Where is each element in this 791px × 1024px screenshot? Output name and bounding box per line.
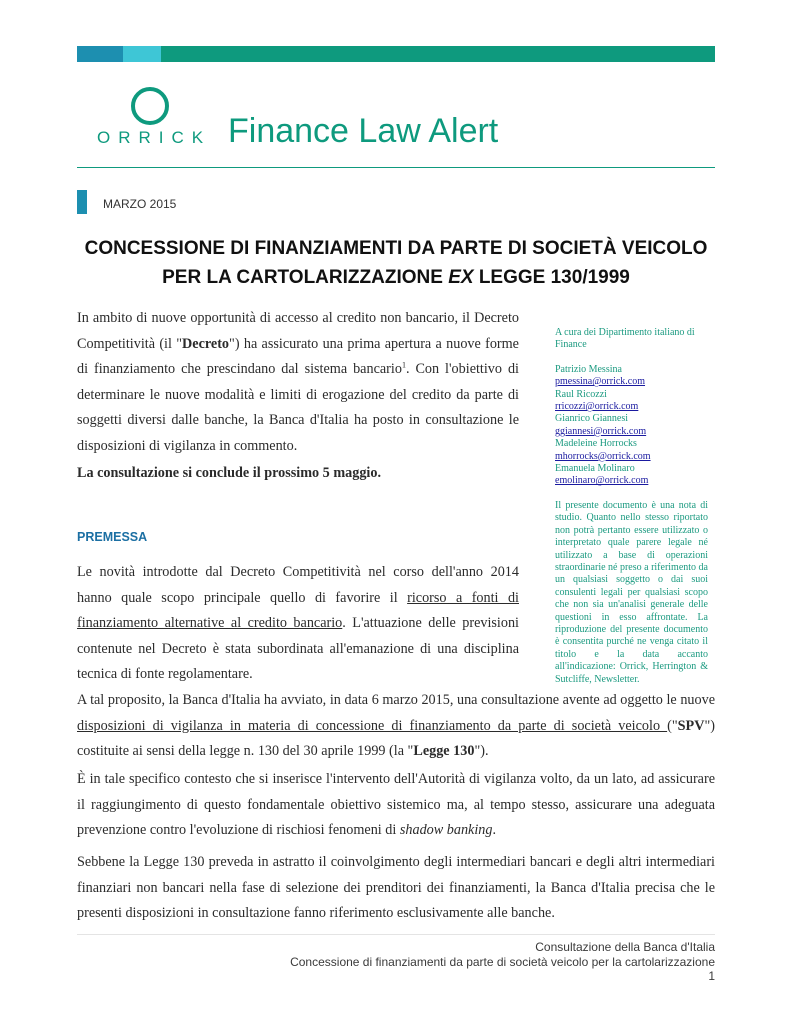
premessa-p2-underline: disposizioni di vigilanza in materia di concessione di finanziamento da parte di società veicolo — [77, 717, 668, 734]
document-title-line2-pre: PER LA CARTOLARIZZAZIONE — [162, 267, 449, 288]
sidebar-spacer — [555, 352, 708, 364]
contact-name: Emanuela Molinaro — [555, 463, 635, 475]
premessa-p1-underline: ricorso a fonti di finanziamento alternative al credito bancario — [77, 589, 519, 631]
premessa-spv: SPV — [677, 717, 705, 734]
contact-email-link[interactable]: emolinaro@orrick.com — [555, 475, 649, 487]
document-title-line1: CONCESSIONE DI FINANZIAMENTI DA PARTE DI SOCIETÀ VEICOLO — [84, 238, 708, 259]
header-divider — [77, 167, 715, 168]
footer-line-2: Concessione di finanziamenti da parte di società veicolo per la cartolarizzazione — [290, 954, 715, 969]
contact-name: Patrizio Messina — [555, 363, 622, 375]
document-title — [77, 234, 715, 292]
premessa-p1-text-1: Le novità introdotte dal Decreto Competitività nel corso dell'anno 2014 hanno quale scopo principale quello di favorire il — [77, 564, 519, 606]
premessa-p2-text-2: (" — [667, 717, 678, 734]
footer-line-1: Consultazione della Banca d'Italia — [535, 940, 715, 954]
premessa-paragraph-1 — [77, 560, 519, 688]
document-title-ex: EX — [448, 267, 474, 288]
bar-segment-blue — [77, 46, 123, 62]
premessa-p2-text-4: "). — [474, 743, 489, 759]
premessa-paragraph-2 — [77, 688, 715, 765]
contact-email-link[interactable]: mhorrocks@orrick.com — [555, 450, 651, 462]
contact-email-link[interactable]: pmessina@orrick.com — [555, 376, 646, 388]
consultation-deadline: La consultazione si conclude il prossimo 5 maggio. — [77, 465, 381, 481]
section-heading-premessa: PREMESSA — [77, 530, 148, 544]
page-number: 1 — [708, 969, 715, 983]
intro-text-2: ") ha assicurato una prima apertura a nuove forme di finanziamento che prescindano dal sistema bancario — [77, 335, 519, 377]
premessa-p1-text-2: . L'attuazione delle previsioni contenute nel Decreto è stata subordinata all'emanazione di una disciplina tecnica di fonte regolamentare. — [77, 615, 519, 682]
sidebar-contacts — [555, 327, 708, 686]
issue-date: MARZO 2015 — [103, 197, 177, 211]
premessa-p3-text-2: . — [492, 822, 497, 838]
bar-segment-cyan — [123, 46, 161, 62]
contact-name: Madeleine Horrocks — [555, 438, 637, 450]
intro-text-3: . Con l'obiettivo di determinare le nuove modalità e limiti di erogazione del credito da parte di soggetti diversi dalle banche, la Banca d'Italia ha posto in consultazione le disposizioni di vigilanza in commento. — [77, 361, 519, 454]
orrick-logo-ring-icon — [131, 87, 169, 125]
bar-segment-green — [161, 46, 715, 62]
header-color-bar — [77, 46, 715, 62]
intro-text-1: In ambito di nuove opportunità di accesso al credito non bancario, il Decreto Competitività (il " — [77, 310, 519, 352]
footer-divider — [77, 934, 715, 935]
intro-decreto: Decreto — [182, 335, 230, 352]
contact-name: Raul Ricozzi — [555, 388, 607, 400]
premessa-paragraph-3 — [77, 767, 715, 844]
page-footer — [290, 940, 715, 984]
date-marker — [77, 190, 87, 214]
premessa-legge-130: Legge 130 — [413, 743, 475, 759]
premessa-paragraph-4: Sebbene la Legge 130 preveda in astratto il coinvolgimento degli intermediari bancari e degli altri intermediari finanziari non bancari nella fase di selezione dei prenditori dei finanziamenti, la Banca d'Italia precisa che le presenti disposizioni in consultazione fanno riferimento esclusivamente alle banche. — [77, 854, 715, 921]
disclaimer-note: Il presente documento è una nota di studio. Quanto nello stesso riportato non potrà pertanto essere utilizzato o interpretato quale parere legale né utilizzato a base di operazioni straordinarie né preso a riferimento da un qualsiasi soggetto o dai suoi consulenti legali per qualsiasi scopo che non sia un'analisi generale delle questioni in esso affrontate. La riproduzione del presente documento è consentita purché ne venga citato il titolo e la data accanto all'indicazione: Orrick, Herrington & Sutcliffe, Newsletter. — [555, 499, 708, 685]
premessa-shadow-banking: shadow banking — [399, 822, 493, 838]
page-title: Finance Law Alert — [228, 112, 499, 150]
premessa-p2-text-1: A tal proposito, la Banca d'Italia ha avviato, in data 6 marzo 2015, una consultazione avente ad oggetto le nuove — [77, 692, 715, 708]
sidebar-intro: A cura dei Dipartimento italiano di Finance — [555, 327, 695, 351]
footnote-ref[interactable]: 1 — [401, 360, 406, 370]
intro-paragraph — [77, 306, 519, 459]
document-title-line2-post: LEGGE 130/1999 — [473, 267, 630, 288]
contact-email-link[interactable]: ggiannesi@orrick.com — [555, 425, 647, 437]
premessa-p2-text-3: ") costituite ai sensi della legge n. 130 del 30 aprile 1999 (la " — [77, 717, 715, 759]
orrick-logo-text: ORRICK — [97, 128, 212, 147]
premessa-p3-text-1: È in tale specifico contesto che si inserisce l'intervento dell'Autorità di vigilanza volto, da un lato, ad assicurare il raggiungimento di questo fondamentale obiettivo sistemico ma, al tempo stesso, assicurare una adeguata prevenzione contro l'evoluzione di rischiosi fenomeni di — [77, 771, 715, 838]
contact-email-link[interactable]: rricozzi@orrick.com — [555, 401, 639, 413]
contact-name: Gianrico Giannesi — [555, 413, 629, 425]
